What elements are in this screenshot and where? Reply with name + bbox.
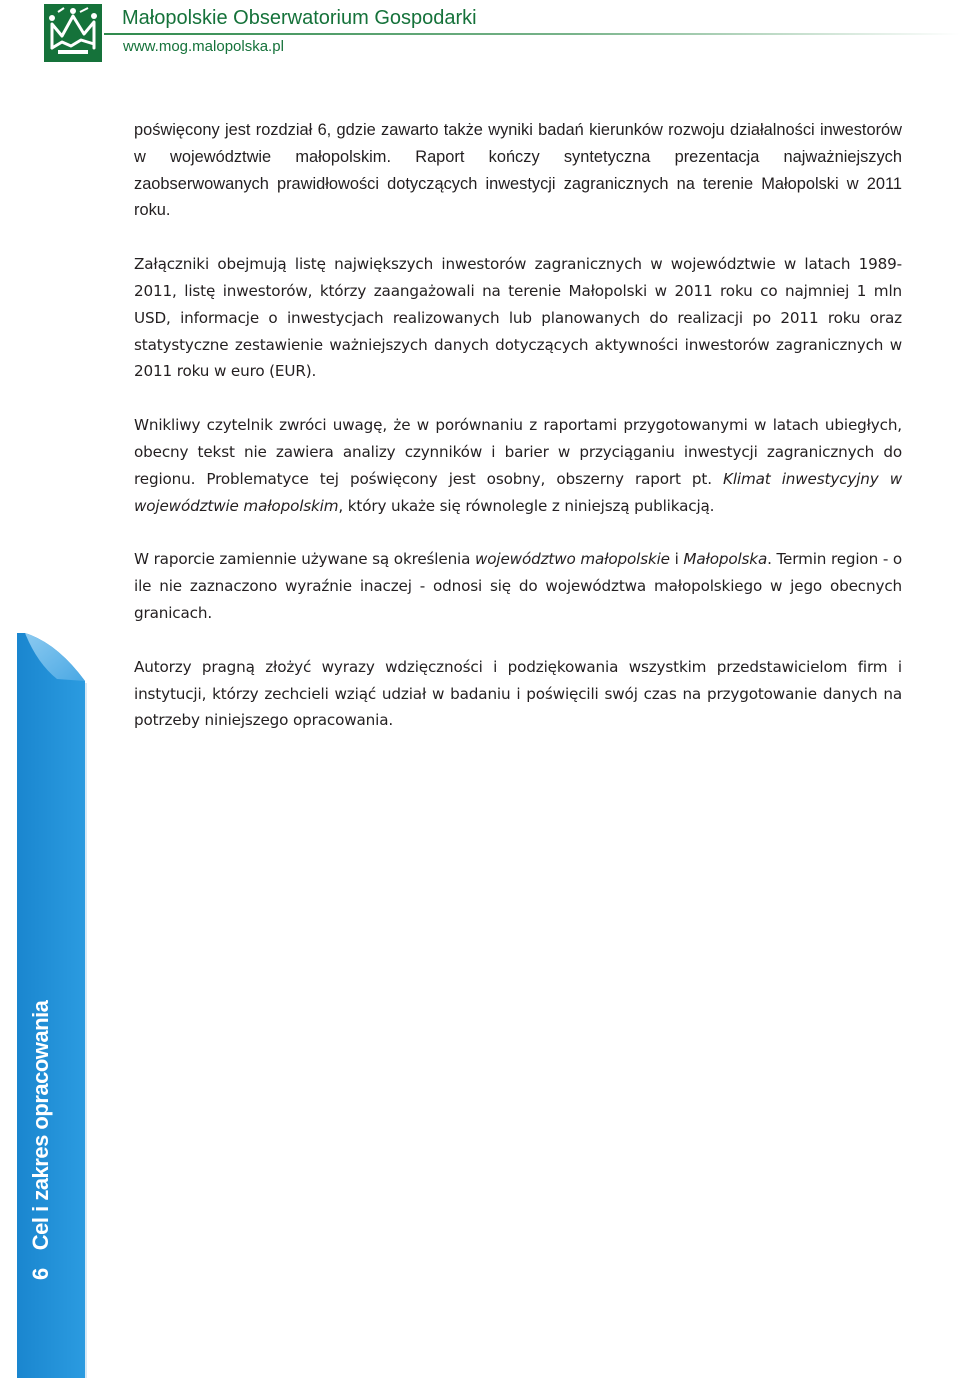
paragraph-3-title-italic: Klimat inwestycyjny w województwie małopolskim: [134, 469, 902, 515]
paragraph-4-conjunction: i: [669, 550, 684, 569]
crown-chart-logo-icon: [44, 4, 102, 62]
brand-url-link[interactable]: www.mog.malopolska.pl: [123, 38, 284, 55]
page-number: 6: [28, 1268, 53, 1280]
paragraph-4-text-a: W raporcie zamiennie używane są określenia: [134, 550, 475, 569]
paragraph-3-text-a: Wnikliwy czytelnik zwróci uwagę, że w porównaniu z raportami przygotowanymi w latach ubiegłych, obecny tekst nie zawiera analizy czynników i barier w przyciąganiu inwestycji zagranicznych do regionu. Problematyce tej poświęcony jest osobny, obszerny raport pt.: [134, 416, 902, 488]
paragraph-3: [134, 412, 902, 519]
paragraph-1: poświęcony jest rozdział 6, gdzie zawarto także wyniki badań kierunków rozwoju działalności inwestorów w województwie małopolskim. Raport kończy syntetyczna prezentacja najważniejszych zaobserwowanych prawidłowości dotyczących inwestycji zagranicznych na terenie Małopolski w 2011 roku.: [134, 121, 902, 220]
page-header: [0, 0, 960, 70]
paragraph-4-term-italic-1: województwo małopolskie: [475, 550, 670, 569]
paragraph-4-text-b: . Termin region - o ile nie zaznaczono wyraźnie inaczej - odnosi się do województwa małopolskiego w jego obecnych granicach.: [134, 550, 903, 622]
chapter-side-label: [26, 1001, 56, 1280]
paragraph-3-text-b: , który ukaże się równolegle z niniejszą publikacją.: [338, 496, 715, 515]
paragraph-2: Załączniki obejmują listę największych inwestorów zagranicznych w województwie w latach 1989-2011, listę inwestorów, którzy zaangażowali na terenie Małopolski w 2011 roku co najmniej 1 mln USD, informacje o inwestycjach realizowanych lub planowanych do realizacji po 2011 roku oraz statystyczne zestawienie ważniejszych danych dotyczących aktywności inwestorów zagranicznych w 2011 roku w euro (EUR).: [134, 255, 902, 381]
paragraph-4: [134, 546, 902, 626]
header-divider: [104, 33, 960, 35]
main-content: [134, 117, 902, 734]
paragraph-5: Autorzy pragną złożyć wyrazy wdzięczności i podziękowania wszystkim przedstawicielom firm i instytucji, którzy zechcieli wziąć udział w badaniu i poświęcili swój czas na przygotowanie danych na potrzeby niniejszego opracowania.: [134, 657, 902, 730]
paragraph-4-term-italic-2: Małopolska: [683, 550, 768, 569]
brand-title: Małopolskie Obserwatorium Gospodarki: [122, 7, 477, 29]
chapter-title: Cel i zakres opracowania: [28, 1000, 53, 1251]
